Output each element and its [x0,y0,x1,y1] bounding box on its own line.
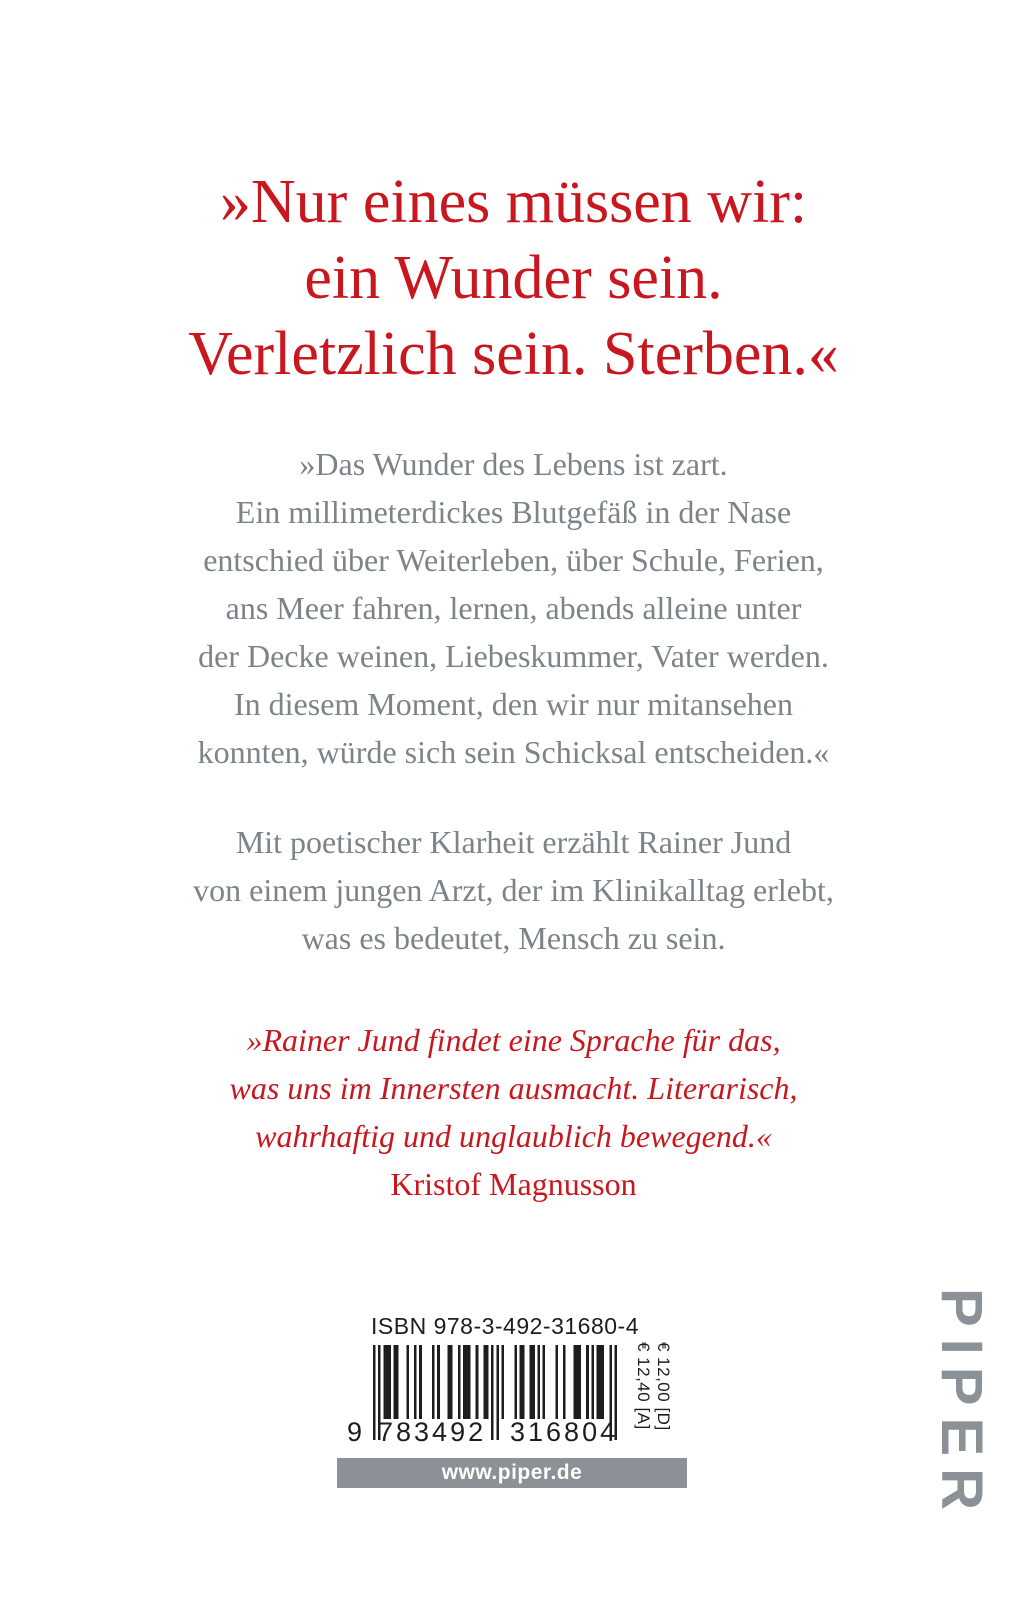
headline-quote [0,164,1027,392]
synopsis-line: In diesem Moment, den wir nur mitansehen [234,686,793,722]
synopsis-line: konnten, würde sich sein Schicksal entscheiden.« [197,734,830,770]
synopsis-quote [0,440,1027,776]
price-austria: € 12,40 [A] [634,1342,653,1430]
synopsis-line: der Decke weinen, Liebeskummer, Vater werden. [198,638,829,674]
barcode-digit-group: 9 [347,1417,366,1447]
synopsis-line: ans Meer fahren, lernen, abends alleine unter [225,590,802,626]
about-line: was es bedeutet, Mensch zu sein. [301,920,726,956]
review-quote [0,1016,1027,1160]
review-line: was uns im Innersten ausmacht. Literarisch, [229,1070,798,1106]
isbn-text: ISBN 978-3-492-31680-4 [371,1313,639,1339]
website-banner [337,1458,687,1488]
synopsis-line: »Das Wunder des Lebens ist zart. [299,446,728,482]
review-line: »Rainer Jund findet eine Sprache für das, [246,1022,781,1058]
about-line: Mit poetischer Klarheit erzählt Rainer Jund [235,824,792,860]
about-line: von einem jungen Arzt, der im Klinikalltag erlebt, [193,872,834,908]
about-text [0,818,1027,962]
headline-line: Verletzlich sein. Sterben.« [188,320,839,388]
price-germany: € 12,00 [D] [654,1342,673,1431]
barcode-digit-group: 783492 [378,1417,487,1447]
headline-line: »Nur eines müssen wir: [219,168,808,236]
barcode-label [337,1305,687,1488]
review-author: Kristof Magnusson [390,1166,637,1202]
review-line: wahrhaftig und unglaublich bewegend.« [255,1118,772,1154]
synopsis-line: Ein millimeterdickes Blutgefäß in der Nase [235,494,792,530]
price-block [633,1342,673,1446]
website-url: www.piper.de [441,1461,583,1484]
headline-line: ein Wunder sein. [304,244,723,312]
publisher-logo: PIPER [929,1288,994,1523]
synopsis-line: entschied über Weiterleben, über Schule, Ferien, [203,542,824,578]
barcode-digit-group: 316804 [510,1417,619,1447]
